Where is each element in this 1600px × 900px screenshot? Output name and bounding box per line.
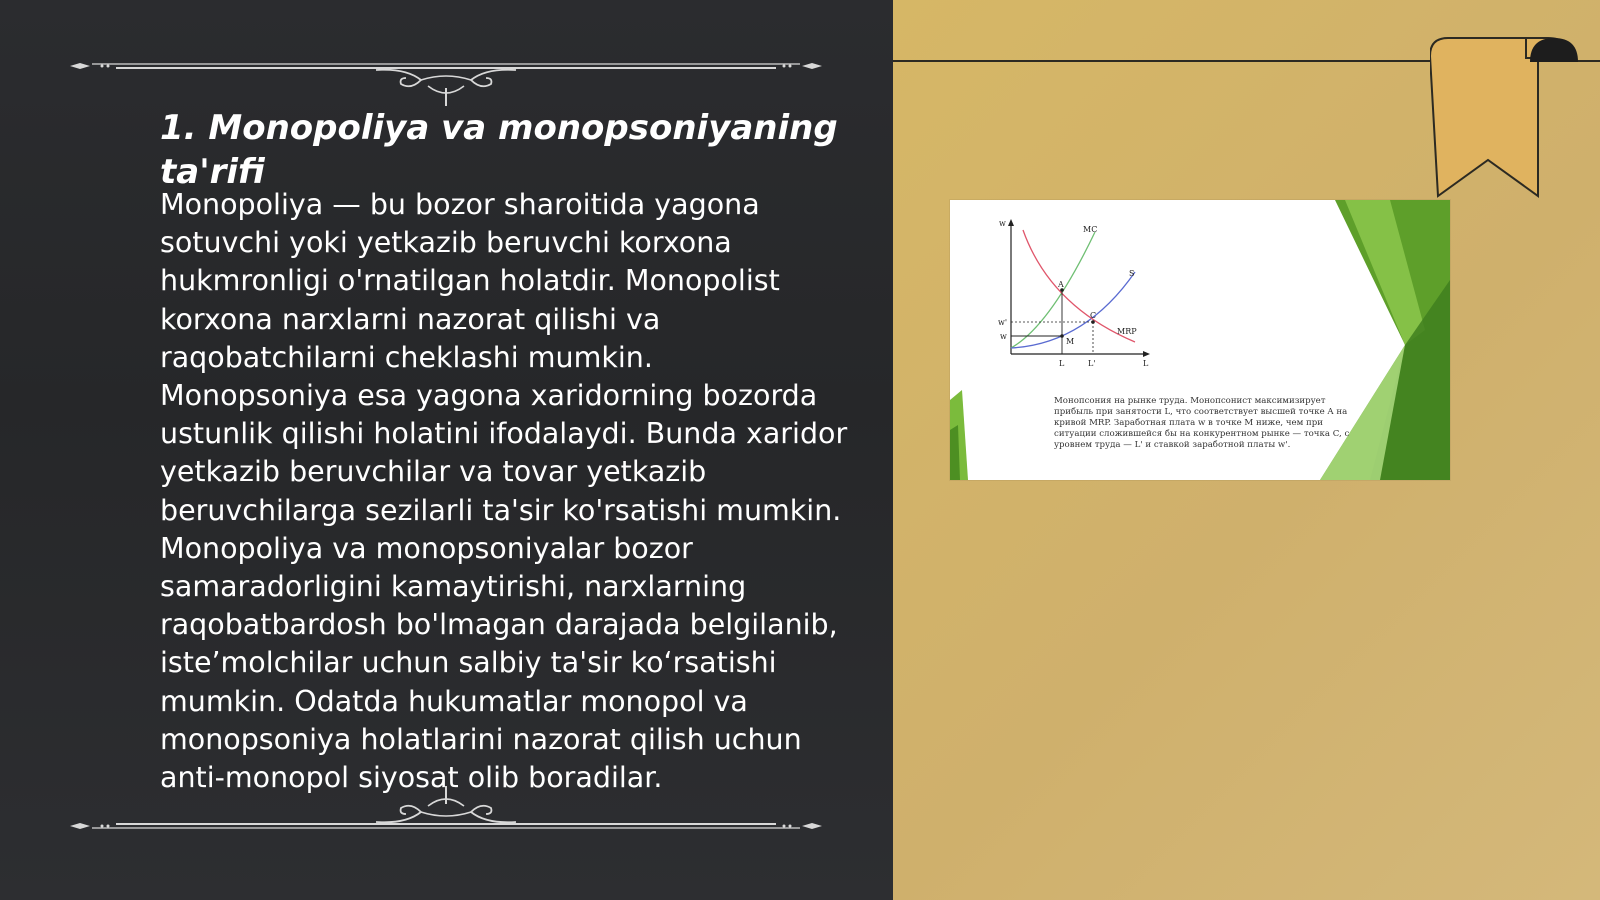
- graph-label-c: C: [1090, 311, 1097, 320]
- graph-label-l-prime: L': [1088, 359, 1096, 368]
- graph-label-w: w: [1000, 332, 1007, 341]
- graph-label-s: S: [1129, 269, 1135, 278]
- slide-title: 1. Monopoliya va monopsoniyaning ta'rifi: [160, 108, 838, 192]
- graph-label-x-axis: L: [1143, 359, 1149, 368]
- graph-label-w-prime: w': [998, 318, 1008, 327]
- slide-body-text: Monopoliya — bu bozor sharoitida yagona sotuvchi yoki yetkazib beruvchi korxona hukmronligi o'rnatilgan holatdir. Monopolist korxona narxlarni nazorat qilishi va raqobatchilarni cheklashi mumkin. Monopsoniya esa yagona xaridorning bozorda ustunlik qilishi holatini ifodalaydi. Bunda xaridor yetkazib beruvchilar va tovar yetkazib beruvchilarga sezilarli ta'sir ko'rsatishi mumkin. Monopoliya va monopsoniyalar bozor samaradorligini kamaytirishi, narxlarning raqobatbardosh bo'lmagan darajada belgilanib, iste’molchilar uchun salbiy ta'sir ko‘rsatishi mumkin. Odatda hukumatlar monopol va monopsoniya holatlarini nazorat qilish uchun anti-monopol siyosat olib boradilar.: [160, 188, 848, 795]
- graph-label-mrp: MRP: [1117, 327, 1137, 336]
- monopsony-graph: [995, 216, 1170, 376]
- graph-label-a: A: [1058, 280, 1064, 289]
- figure-caption: Монопсония на рынке труда. Монопсонист максимизирует прибыль при занятости L, что соответствует высшей точке A на кривой MRP. Заработная плата w в точке M ниже, чем при ситуации сложившейся бы на конкурентном рынке — точка C, с уровнем труда — L' и ставкой заработной платы w'.: [1054, 396, 1350, 450]
- graph-label-m: M: [1066, 337, 1075, 346]
- graph-label-mc: MC: [1083, 225, 1098, 234]
- graph-label-l: L: [1059, 359, 1065, 368]
- bookmark-ribbon-icon: [1430, 36, 1600, 200]
- graph-label-y-axis: w: [999, 219, 1006, 228]
- monopsony-figure: [950, 200, 1450, 480]
